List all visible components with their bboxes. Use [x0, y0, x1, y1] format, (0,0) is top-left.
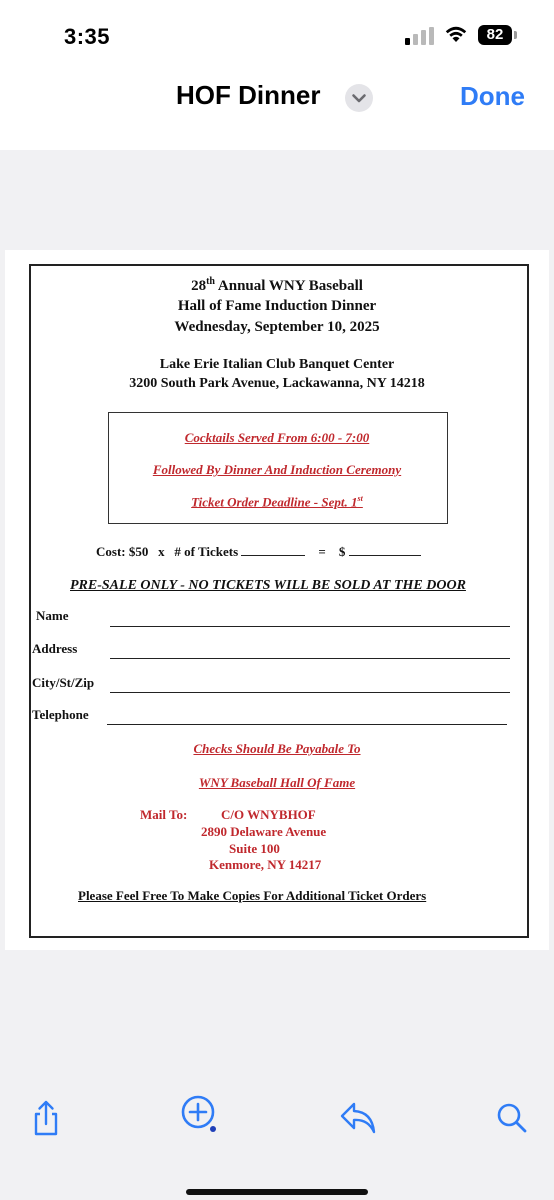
battery-level: 82: [478, 25, 512, 45]
search-icon[interactable]: [492, 1098, 532, 1138]
status-bar: [0, 0, 554, 60]
field-line-address: [110, 658, 510, 659]
done-button[interactable]: Done: [460, 81, 525, 111]
flyer-heading-line1: 28th Annual WNY Baseball: [191, 276, 363, 294]
field-line-telephone: [107, 724, 507, 725]
reply-icon[interactable]: [338, 1098, 378, 1138]
flyer-heading-line2: Hall of Fame Induction Dinner: [177, 298, 377, 314]
chevron-down-icon: [345, 84, 373, 112]
mail-line-1: C/O WNYBHOF: [221, 807, 316, 822]
schedule-dinner: Followed By Dinner And Induction Ceremony: [152, 462, 402, 477]
checks-payable-line1: Checks Should Be Payabale To: [193, 741, 361, 756]
home-indicator[interactable]: [186, 1189, 368, 1195]
battery-tip: [514, 31, 517, 39]
field-label-telephone: Telephone: [32, 707, 89, 722]
flyer-venue: Lake Erie Italian Club Banquet Center: [159, 357, 395, 372]
battery-icon: [478, 25, 520, 45]
cellular-signal-icon: [405, 27, 435, 45]
field-label-address: Address: [32, 641, 78, 656]
field-line-name: [110, 626, 510, 627]
share-icon[interactable]: [26, 1098, 66, 1138]
field-label-city: City/St/Zip: [32, 675, 95, 690]
title-menu-button[interactable]: [345, 84, 373, 112]
wifi-icon: [444, 24, 468, 44]
field-label-name: Name: [36, 608, 69, 623]
flyer-footer-note: Please Feel Free To Make Copies For Additional Ticket Orders: [78, 888, 427, 903]
mail-line-3: Suite 100: [229, 841, 280, 856]
schedule-cocktails: Cocktails Served From 6:00 - 7:00: [184, 430, 370, 445]
presale-notice: PRE-SALE ONLY - NO TICKETS WILL BE SOLD AT THE DOOR: [70, 578, 466, 593]
flyer-address: 3200 South Park Avenue, Lackawanna, NY 14218: [129, 376, 425, 391]
field-line-city: [110, 692, 510, 693]
markup-icon[interactable]: [178, 1092, 218, 1132]
document-title[interactable]: HOF Dinner: [176, 80, 321, 110]
status-time: 3:35: [64, 24, 111, 49]
cost-line: Cost: $50 x # of Tickets = $: [96, 543, 421, 560]
mail-to-label: Mail To:: [140, 807, 188, 822]
checks-payable-line2: WNY Baseball Hall Of Fame: [198, 775, 356, 790]
schedule-deadline: Ticket Order Deadline - Sept. 1st: [191, 494, 363, 510]
mail-line-2: 2890 Delaware Avenue: [201, 824, 327, 839]
mail-line-4: Kenmore, NY 14217: [209, 857, 322, 872]
flyer-heading-line3: Wednesday, September 10, 2025: [174, 319, 380, 335]
